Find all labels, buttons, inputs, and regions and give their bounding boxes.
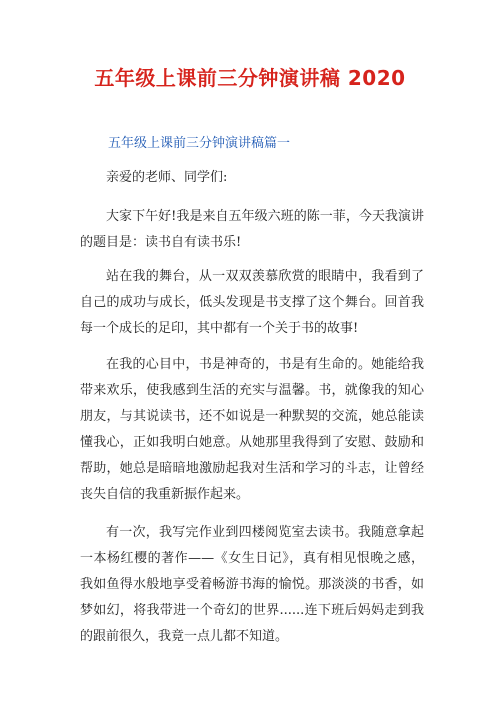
paragraph-greeting: 亲爱的老师、同学们: xyxy=(106,170,228,185)
document-title: 五年级上课前三分钟演讲稿 2020 xyxy=(94,66,406,90)
paragraph-stage: 站在我的舞台，从一双双羡慕欣赏的眼睛中，我看到了自己的成功与成长，低头发现是书支撑了这个舞台。回首我每一个成长的足印，其中都有一个关于书的故事! xyxy=(80,269,424,336)
paragraph-book-magic: 在我的心目中，书是神奇的，书是有生命的。她能给我带来欢乐，使我感到生活的充实与温馨。书，就像我的知心朋友，与其说读书，还不如说是一种默契的交流，她总能读懂我心，正如我明白她意。从她那里我得到了安慰、鼓励和帮助，她总是暗暗地激励起我对生活和学习的斗志，让曾经丧失自信的我重新振作起来。 xyxy=(80,357,424,502)
paragraph-intro: 大家下午好!我是来自五年级六班的陈一菲，今天我演讲的题目是：读书自有读书乐! xyxy=(80,209,424,250)
paragraph-reading-room: 有一次，我写完作业到四楼阅览室去读书。我随意拿起一本杨红樱的著作——《女生日记》，真有相见恨晚之感，我如鱼得水般地享受着畅游书海的愉悦。那淡淡的书香，如梦如幻，将我带进一个奇幻的世界......连下班后妈妈走到我的跟前很久，我竟一点儿都不知道。 xyxy=(80,525,424,644)
section-heading: 五年级上课前三分钟演讲稿篇一 xyxy=(108,136,291,151)
